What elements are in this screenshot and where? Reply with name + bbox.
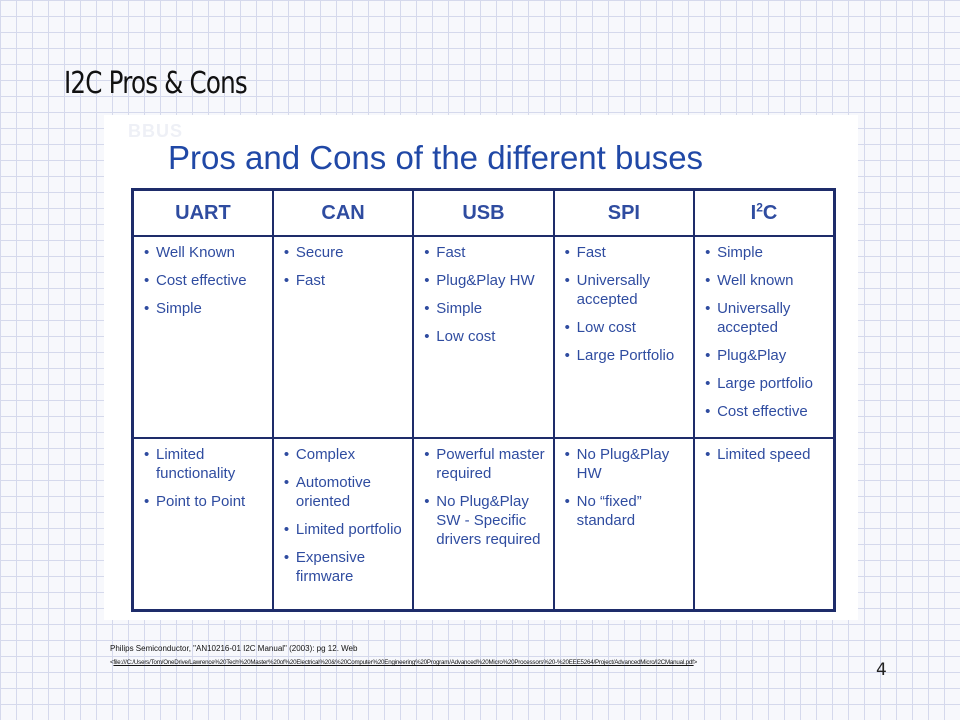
i2c-cons-cell <box>694 438 834 611</box>
list-item: • Limited portfolio <box>284 520 410 539</box>
list-item: • No “fixed” standard <box>565 492 691 530</box>
usb-pros-list <box>424 243 550 346</box>
can-cons-cell <box>273 438 413 611</box>
spi-cons-cell <box>554 438 694 611</box>
list-item: • Large portfolio <box>705 374 831 393</box>
header-uart: UART <box>133 190 273 237</box>
spi-pros-cell <box>554 236 694 438</box>
list-item: • Point to Point <box>144 492 270 511</box>
list-item: • Secure <box>284 243 410 262</box>
list-item: • Limited speed <box>705 445 831 464</box>
can-cons-list <box>284 445 410 586</box>
citation-link[interactable]: file:///C:/Users/Tom/OneDrive/Lawrence%20Tech%20Master%20of%20Electrical%20&%20Computer%20Engineering%20Program/Advanced%20Micro%20Processors%20-%20EEE5264/Project/AdvancedMicro/I2CManual.pdf <box>113 659 694 666</box>
list-item: • Limited functionality <box>144 445 270 483</box>
list-item: • Fast <box>424 243 550 262</box>
list-item: • Simple <box>705 243 831 262</box>
list-item: • Cost effective <box>705 402 831 421</box>
uart-pros-list <box>144 243 270 318</box>
header-usb: USB <box>413 190 553 237</box>
can-pros-list <box>284 243 410 290</box>
usb-cons-list <box>424 445 550 549</box>
citation <box>110 642 850 670</box>
uart-cons-cell <box>133 438 273 611</box>
page-number: 4 <box>876 660 887 680</box>
header-i2c-tail: C <box>762 201 778 224</box>
list-item: • Large Portfolio <box>565 346 691 365</box>
list-item: • Plug&Play <box>705 346 831 365</box>
list-item: • Powerful master required <box>424 445 550 483</box>
list-item: • Simple <box>424 299 550 318</box>
buses-comparison-image <box>104 115 858 620</box>
list-item: • Fast <box>565 243 691 262</box>
list-item: • Well known <box>705 271 831 290</box>
header-i2c-base: I <box>750 201 757 224</box>
citation-source: Philips Semiconductor, "AN10216-01 I2C Manual" (2003): pg 12. Web <box>110 644 358 653</box>
panel-ghost-text: BBUS <box>128 121 184 141</box>
uart-pros-cell <box>133 236 273 438</box>
list-item: • Automotive oriented <box>284 473 410 511</box>
can-pros-cell <box>273 236 413 438</box>
i2c-pros-cell <box>694 236 834 438</box>
list-item: • Simple <box>144 299 270 318</box>
header-spi: SPI <box>554 190 694 237</box>
list-item: • No Plug&Play HW <box>565 445 691 483</box>
header-i2c-sup: 2 <box>756 199 763 214</box>
panel-title: Pros and Cons of the different buses <box>168 139 704 176</box>
citation-url-open: < <box>110 659 114 666</box>
list-item: • Universally accepted <box>565 271 691 309</box>
usb-pros-cell <box>413 236 553 438</box>
i2c-pros-list <box>705 243 831 421</box>
list-item: • Universally accepted <box>705 299 831 337</box>
uart-cons-list <box>144 445 270 511</box>
pros-row <box>133 236 835 438</box>
table-header-row <box>133 190 835 237</box>
header-i2c <box>694 190 834 237</box>
list-item: • Cost effective <box>144 271 270 290</box>
citation-url-line <box>110 656 850 670</box>
buses-table <box>131 188 836 612</box>
header-can: CAN <box>273 190 413 237</box>
spi-pros-list <box>565 243 691 365</box>
citation-url-close: > <box>693 659 698 666</box>
slide-title: I2C Pros & Cons <box>64 66 247 101</box>
list-item: • Plug&Play HW <box>424 271 550 290</box>
list-item: • Low cost <box>565 318 691 337</box>
i2c-cons-list <box>705 445 831 464</box>
list-item: • Low cost <box>424 327 550 346</box>
list-item: • Complex <box>284 445 410 464</box>
spi-cons-list <box>565 445 691 530</box>
list-item: • Well Known <box>144 243 270 262</box>
cons-row <box>133 438 835 611</box>
usb-cons-cell <box>413 438 553 611</box>
list-item: • Fast <box>284 271 410 290</box>
list-item: • No Plug&Play SW - Specific drivers required <box>424 492 550 549</box>
list-item: • Expensive firmware <box>284 548 410 586</box>
